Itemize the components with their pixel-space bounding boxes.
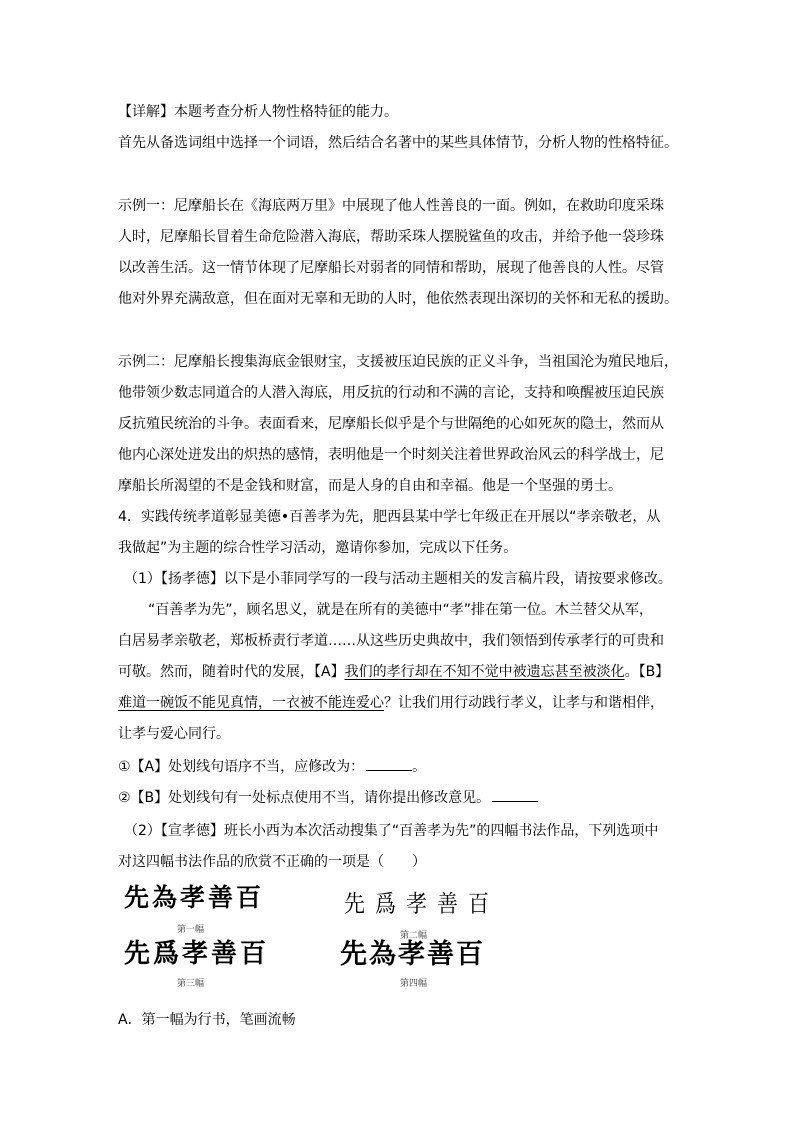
mark-a: 【A】 bbox=[314, 664, 345, 680]
example-two-line: 示例二：尼摩船长搜集海底金银财宝，支援被压迫民族的正义斗争，当祖国沦为殖民地后， bbox=[118, 354, 678, 370]
mark-b: 【B】 bbox=[638, 664, 670, 680]
speech-line bbox=[118, 693, 664, 713]
example-two-line: 摩船长所渴望的不是金钱和财富，而是人身的自由和幸福。他是一个坚强的勇士。 bbox=[118, 478, 622, 494]
calligraphy-caption: 第四幅 bbox=[400, 979, 428, 989]
sub-question-end: 。 bbox=[412, 759, 427, 775]
example-two-line: 他带领少数志同道合的人潜入海底，用反抗的行动和不满的言论，支持和唤醒被压迫民族 bbox=[118, 385, 664, 401]
calligraphy-caption: 第二幅 bbox=[400, 931, 428, 941]
speech-line bbox=[118, 662, 669, 682]
answer-blank bbox=[492, 789, 538, 802]
example-one-line: 示例一：尼摩船长在《海底两万里》中展现了他人性善良的一面。例如，在救助印度采珠 bbox=[118, 198, 664, 214]
detail-line: 【详解】本题考查分析人物性格特征的能力。 bbox=[118, 104, 398, 120]
task-2-heading: （2）【宣孝德】班长小西为本次活动搜集了“百善孝为先”的四幅书法作品，下列选项中 bbox=[124, 823, 659, 839]
speech-line: 白居易孝亲敬老，郑板桥责行孝道……从这些历史典故中，我们领悟到传承孝行的可贵和 bbox=[118, 633, 664, 649]
sub-question-text: ①【A】处划线句语序不当，应修改为： bbox=[118, 759, 365, 775]
task-2-heading: 对这四幅书法作品的欣赏不正确的一项是（ ） bbox=[118, 854, 426, 870]
calligraphy-work-2: 先爲孝善百 bbox=[344, 890, 499, 918]
speech-text: 可敬。然而，随着时代的发展， bbox=[118, 664, 314, 680]
example-one-line: 人时，尼摩船长冒着生命危险潜入海底，帮助采珠人摆脱鲨鱼的攻击，并给予他一袋珍珠 bbox=[118, 229, 664, 245]
sub-question-text: ②【B】处划线句有一处标点使用不当，请你提出修改意见。 bbox=[118, 790, 491, 806]
example-one-line: 他对外界充满敌意，但在面对无辜和无助的人时，他依然表现出深切的关怀和无私的援助。 bbox=[118, 291, 678, 307]
calligraphy-work-3: 先爲孝善百 bbox=[124, 939, 270, 969]
calligraphy-caption: 第一幅 bbox=[177, 925, 205, 935]
speech-text: 。 bbox=[624, 664, 639, 680]
question-stem: 我做起”为主题的综合性学习活动，邀请你参加，完成以下任务。 bbox=[118, 540, 518, 556]
underlined-sentence-a: 我们的孝行却在不知不觉中被遗忘甚至被淡化 bbox=[344, 664, 625, 680]
speech-text: ？让我们用行动践行孝义，让孝与和谐相伴， bbox=[384, 695, 664, 711]
calligraphy-work-4: 先為孝善百 bbox=[340, 939, 485, 970]
example-two-line: 他内心深处迸发出的炽热的感情，表明他是一个时刻关注着世界政治风云的科学战士，尼 bbox=[118, 447, 664, 463]
speech-line: “百善孝为先”，顾名思义，就是在所有的美德中“孝”排在第一位。木兰替父从军， bbox=[148, 602, 654, 618]
task-1-heading: （1）【扬孝德】以下是小菲同学写的一段与活动主题相关的发言稿片段，请按要求修改。 bbox=[124, 571, 672, 587]
answer-blank bbox=[366, 758, 412, 771]
sub-question-1 bbox=[118, 757, 426, 777]
intro-line: 首先从备选词组中选择一个词语，然后结合名著中的某些具体情节，分析人物的性格特征。 bbox=[118, 135, 678, 151]
speech-line: 让孝与爱心同行。 bbox=[118, 726, 230, 742]
sub-question-2 bbox=[118, 788, 538, 808]
underlined-sentence-b: 难道一碗饭不能见真情，一衣被不能连爱心 bbox=[118, 695, 384, 711]
example-one-line: 以改善生活。这一情节体现了尼摩船长对弱者的同情和帮助，展现了他善良的人性。尽管 bbox=[118, 260, 664, 276]
option-a: A．第一幅为行书，笔画流畅 bbox=[118, 1012, 296, 1028]
calligraphy-caption: 第三幅 bbox=[177, 979, 205, 989]
question-stem: 4．实践传统孝道彰显美德•百善孝为先，肥西县某中学七年级正在开展以“孝亲敬老，从 bbox=[118, 509, 661, 525]
calligraphy-work-1: 先為孝善百 bbox=[124, 883, 265, 912]
example-two-line: 反抗殖民统治的斗争。表面看来，尼摩船长似乎是个与世隔绝的心如死灰的隐士，然而从 bbox=[118, 416, 664, 432]
